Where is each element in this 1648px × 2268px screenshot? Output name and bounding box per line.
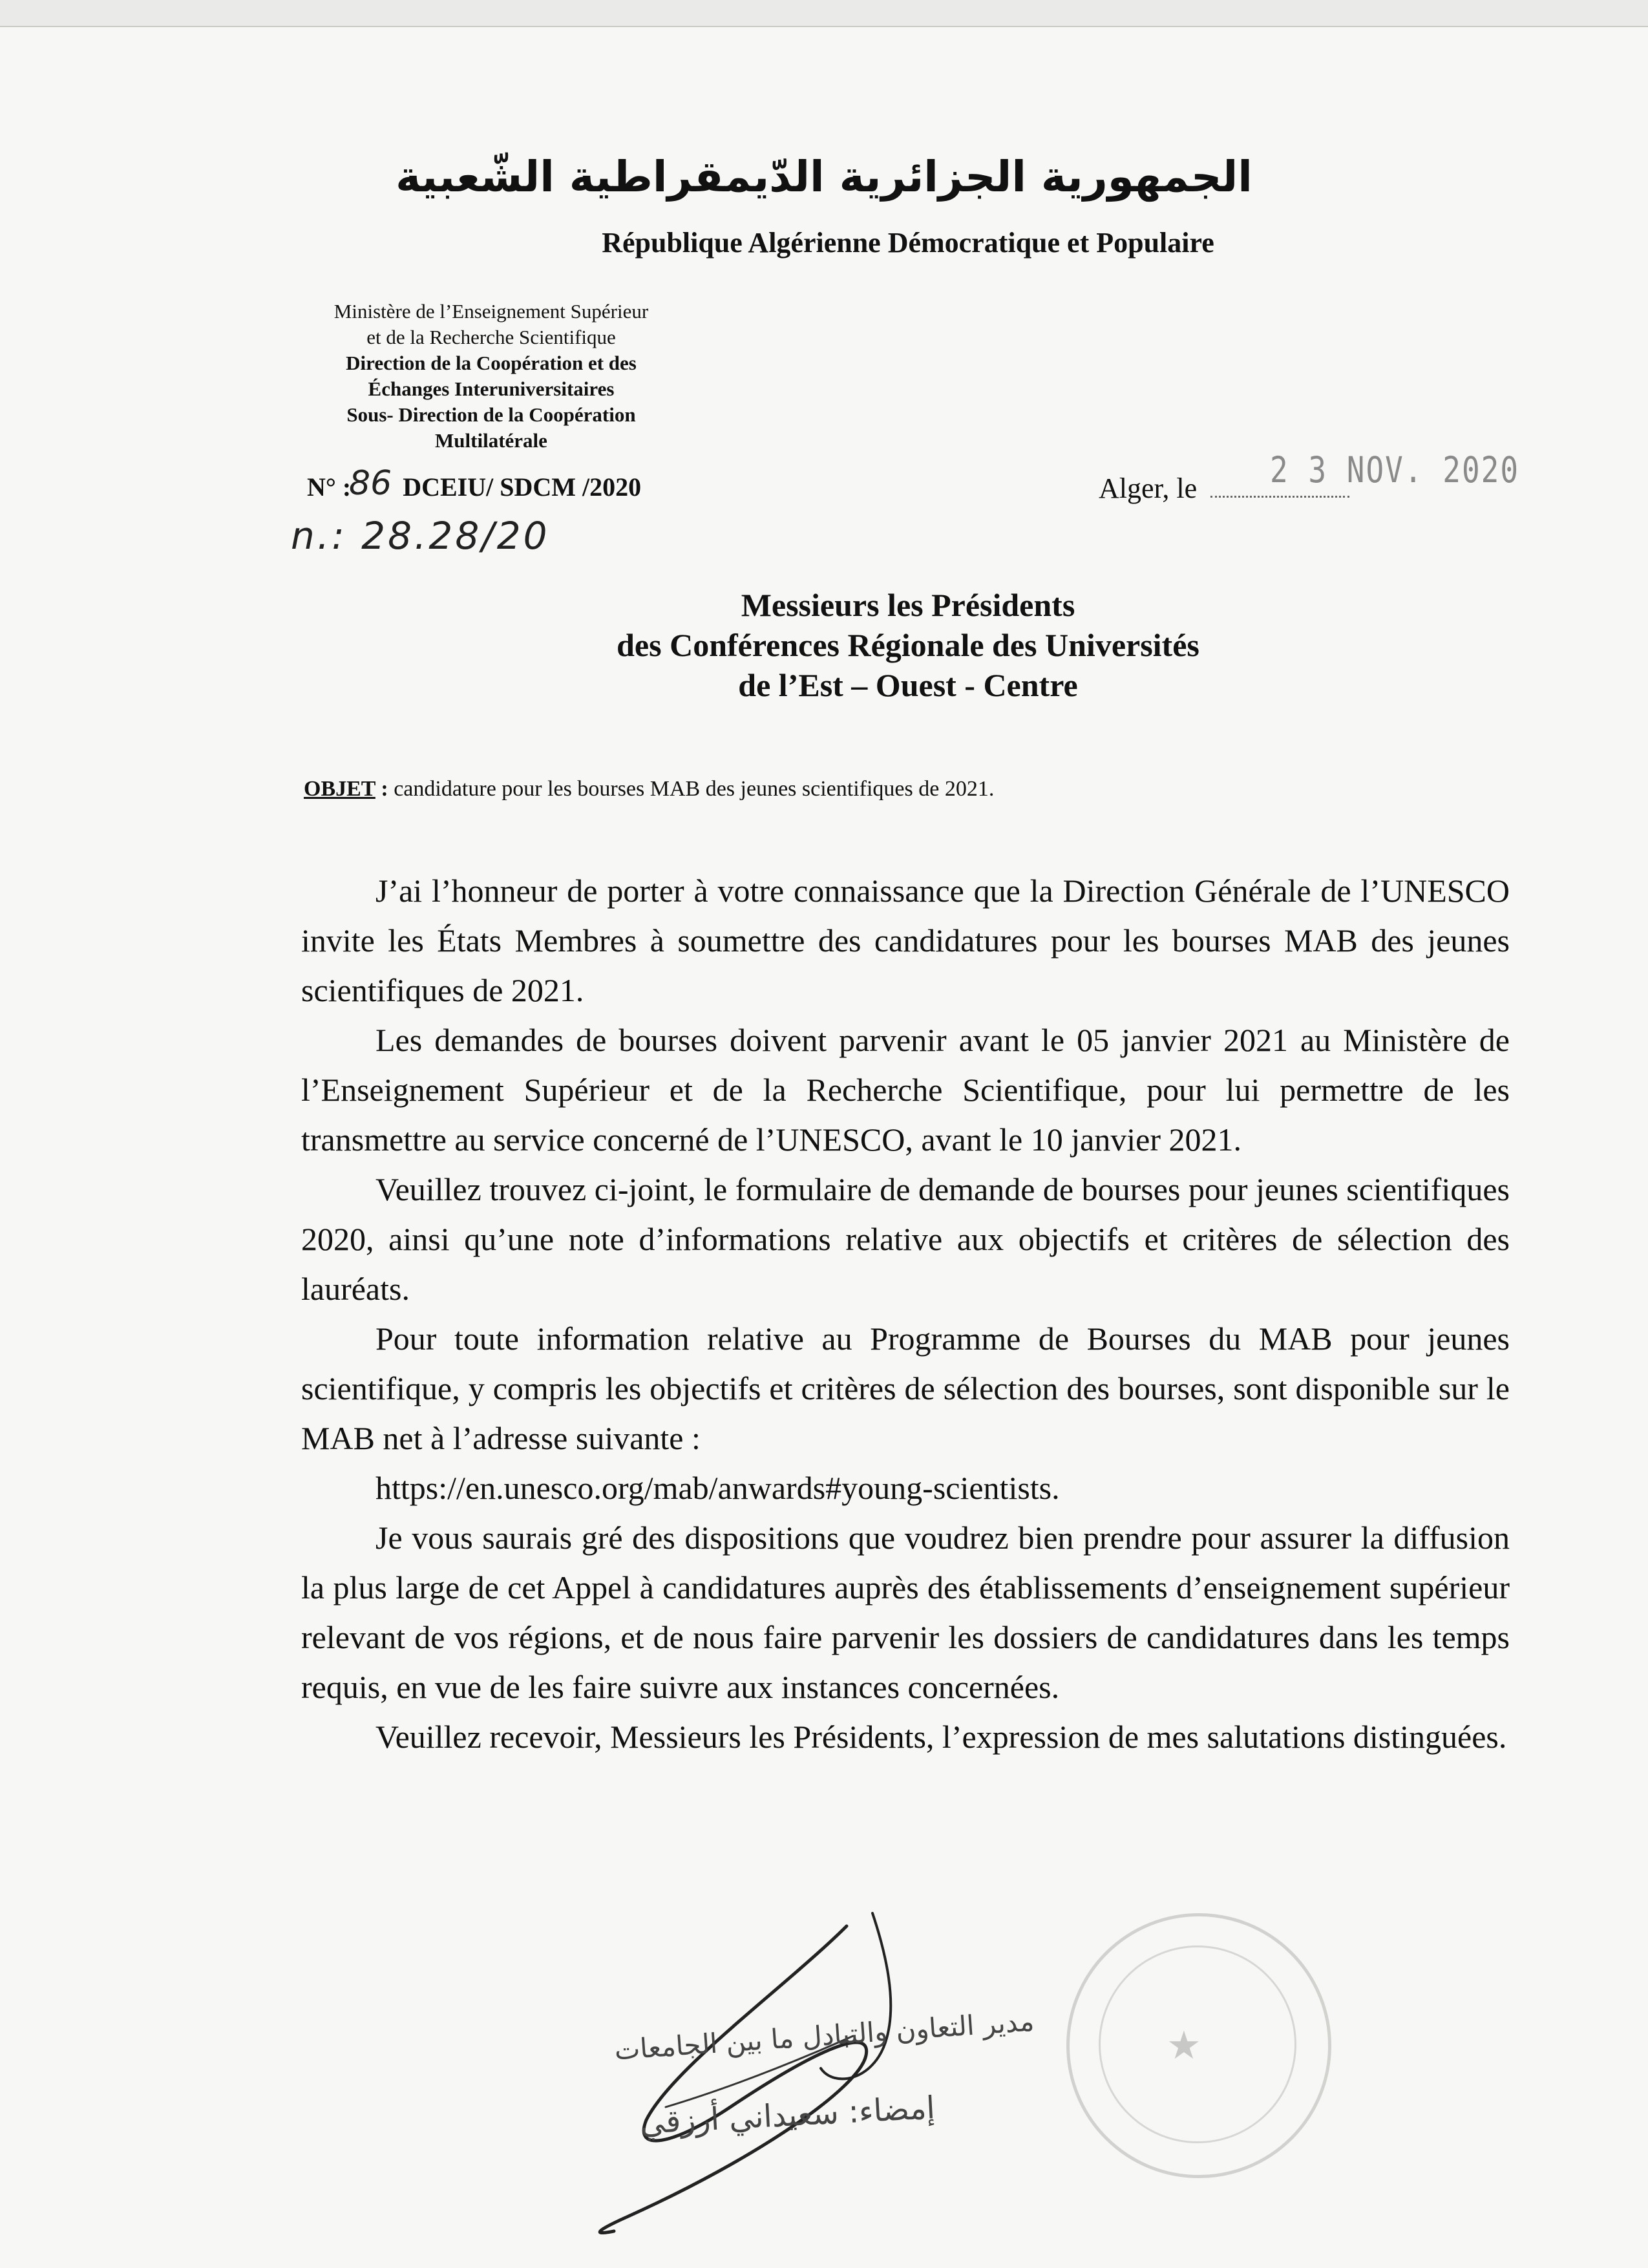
french-republic-title: République Algérienne Démocratique et Populaire <box>602 227 1214 259</box>
seal-star-icon: ★ <box>1167 2023 1201 2068</box>
subject-label: OBJET <box>304 777 375 801</box>
body-paragraph-5: Je vous saurais gré des dispositions que voudrez bien prendre pour assurer la diffusion la plus large de cet Appel à candidatures auprès des établissements d’enseignement supérieur relevant de vos régions, et de nous faire parvenir les dossiers de candidatures dans les temps requis, en vue de les faire suivre aux instances concernées. <box>301 1520 1510 1705</box>
unesco-url: https://en.unesco.org/mab/anwards#young-scientists. <box>375 1470 1060 1506</box>
body-paragraph-4: Pour toute information relative au Programme de Bourses du MAB pour jeunes scientifique, y compris les objectifs et critères de sélection des bourses, sont disponible sur le MAB net à l’adresse suivante : <box>301 1320 1510 1456</box>
date-stamp: 2 3 NOV. 2020 <box>1270 449 1520 491</box>
signatory-name-arabic: إمضاء: سعيداني أرزقي <box>639 2090 936 2141</box>
body-paragraph-2: Les demandes de bourses doivent parvenir avant le 05 janvier 2021 au Ministère de l’Enseignement Supérieur et de la Recherche Scientifique, pour lui permettre de les transmettre au service concerné de l’UNESCO, avant le 10 janvier 2021. <box>301 1022 1510 1158</box>
body-paragraph-1: J’ai l’honneur de porter à votre connaissance que la Direction Générale de l’UNESCO invite les États Membres à soumettre des candidatures pour les bourses MAB des jeunes scientifiques de 2021. <box>301 873 1510 1008</box>
recipient-line-3: de l’Est – Ouest - Centre <box>738 667 1078 703</box>
ministry-line-5: Sous- Direction de la Coopération <box>346 403 636 426</box>
recipient-line-1: Messieurs les Présidents <box>741 587 1075 623</box>
ministry-line-2: et de la Recherche Scientifique <box>366 326 616 348</box>
reference-handwritten-number: 86 <box>349 464 392 503</box>
body-paragraph-3: Veuillez trouvez ci-joint, le formulaire de demande de bourses pour jeunes scientifiques 2020, ainsi qu’une note d’informations relative aux objectifs et critères de sélection des lauréats. <box>301 1171 1510 1307</box>
reference-code: DCEIU/ SDCM /2020 <box>403 472 642 502</box>
body-paragraph-6: Veuillez recevoir, Messieurs les Présidents, l’expression de mes salutations distinguées. <box>375 1719 1507 1755</box>
subject-text: candidature pour les bourses MAB des jeunes scientifiques de 2021. <box>394 777 995 801</box>
scan-top-edge <box>0 0 1648 27</box>
ministry-block <box>265 299 717 454</box>
ministry-line-6: Multilatérale <box>435 429 547 452</box>
place-label: Alger, le <box>1099 472 1198 504</box>
subject-line <box>304 777 994 801</box>
subject-separator: : <box>375 777 394 801</box>
arabic-republic-title: الجمهورية الجزائرية الدّيمقراطية الشّعبية <box>396 152 1252 202</box>
ministry-line-1: Ministère de l’Enseignement Supérieur <box>333 300 649 323</box>
letter-body <box>301 866 1510 1762</box>
recipient-line-2: des Conférences Régionale des Universités <box>617 627 1199 663</box>
handwritten-arrival-number: n.: 28.28/20 <box>291 514 550 558</box>
reference-label: N° : <box>307 472 352 502</box>
signatory-title-arabic: مدير التعاون والتبادل ما بين الجامعات <box>613 2005 1035 2066</box>
ministry-line-4: Échanges Interuniversitaires <box>368 377 615 400</box>
ministry-line-3: Direction de la Coopération et des <box>346 352 637 374</box>
recipient-block <box>0 585 1648 705</box>
